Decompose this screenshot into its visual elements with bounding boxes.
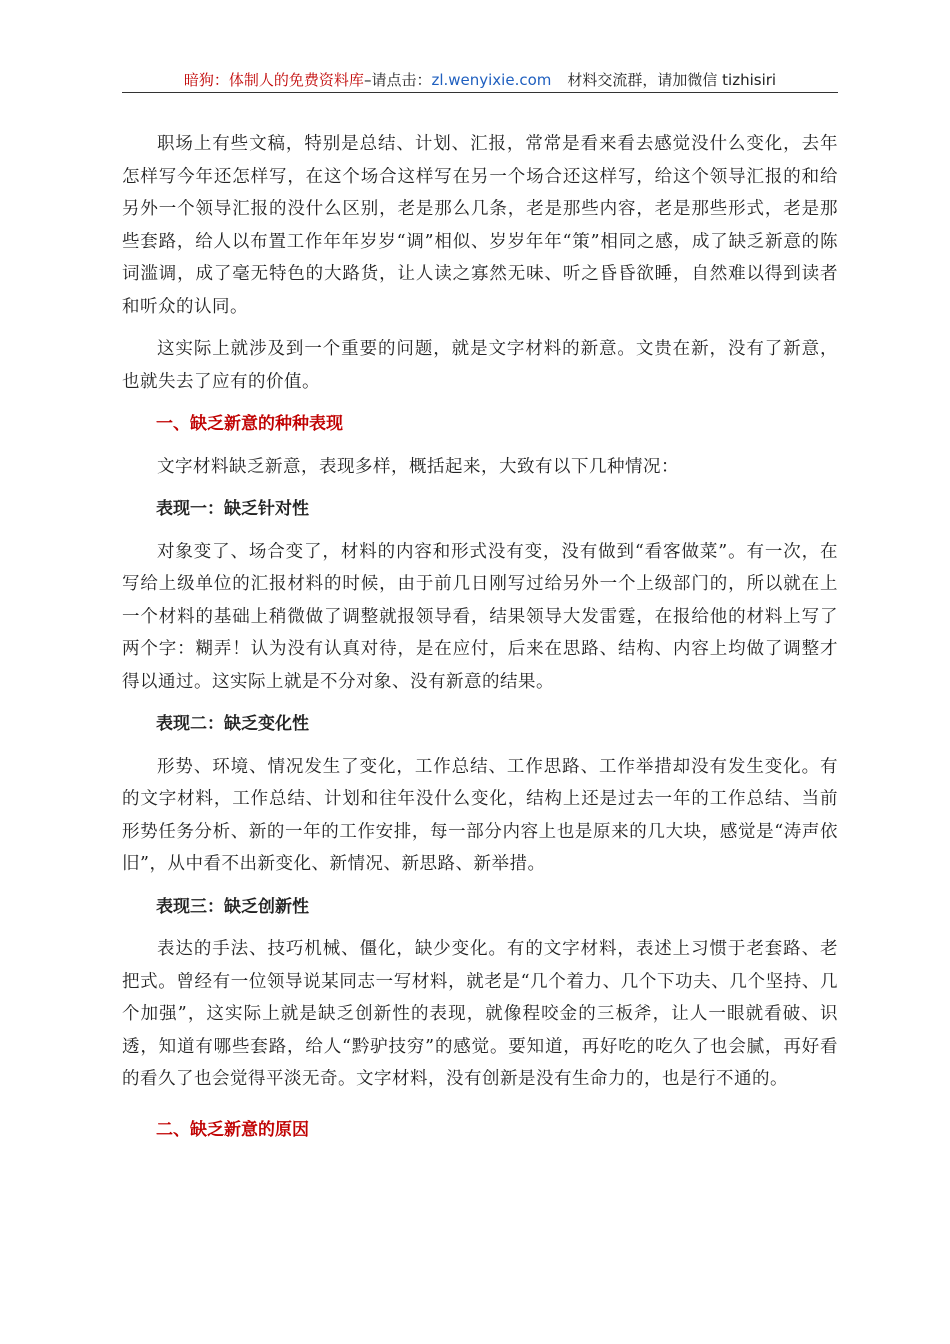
section-spacer [122,1106,838,1114]
subsection-2-text: 形势、环境、情况发生了变化，工作总结、工作思路、工作举措却没有发生变化。有的文字材料，工作总结、计划和往年没什么变化，结构上还是过去一年的工作总结、当前形势任务分析、新的一年的工作安排，每一部分内容上也是原来的几大块，感觉是“涛声依旧”，从中看不出新变化、新情况、新思路、新举措。 [122,756,838,874]
section-1-intro: 文字材料缺乏新意，表现多样，概括起来，大致有以下几种情况： [157,456,679,477]
section-1-heading: 一、缺乏新意的种种表现 [156,414,343,434]
header-click-prompt: –请点击： [363,71,432,89]
subsection-1-heading: 表现一：缺乏针对性 [156,499,309,519]
subsection-3-heading: 表现三：缺乏创新性 [156,896,309,917]
section-2-heading: 二、缺乏新意的原因 [156,1119,309,1140]
intro-paragraph-1: 职场上有些文稿，特别是总结、计划、汇报，常常是看来看去感觉没什么变化，去年怎样写今年还怎样写，在这个场合这样写在另一个场合还这样写，给这个领导汇报的和给另外一个领导汇报的没什么区别，老是那么几条，老是那些内容，老是那些形式，老是那些套路，给人以布置工作年年岁岁“调”相似、岁岁年年“策”相同之感，成了缺乏新意的陈词滥调，成了毫无特色的大路货，让人读之寡然无味、听之昏昏欲睡，自然难以得到读者和听众的认同。 [122,134,838,317]
document-body [122,128,838,1156]
header-wechat-text: 材料交流群，请加微信 tizhisiri [567,71,777,89]
page-header [122,70,838,93]
subsection-2-heading: 表现二：缺乏变化性 [156,714,309,734]
intro-paragraph-2: 这实际上就涉及到一个重要的问题，就是文字材料的新意。文贵在新，没有了新意，也就失去了应有的价值。 [122,339,838,392]
header-site-name: 暗狗：体制人的免费资料库 [183,71,364,89]
header-url-link[interactable]: zl.wenyixie.com [431,71,552,89]
subsection-3-text: 表达的手法、技巧机械、僵化，缺少变化。有的文字材料，表述上习惯于老套路、老把式。曾经有一位领导说某同志一写材料，就老是“几个着力、几个下功夫、几个坚持、几个加强”，这实际上就是缺乏创新性的表现，就像程咬金的三板斧，让人一眼就看破、识透，知道有哪些套路，给人“黔驴技穷”的感觉。要知道，再好吃的吃久了也会腻，再好看的看久了也会觉得平淡无奇。文字材料，没有创新是没有生命力的，也是行不通的。 [122,939,838,1089]
subsection-1-text: 对象变了、场合变了，材料的内容和形式没有变，没有做到“看客做菜”。有一次，在写给上级单位的汇报材料的时候，由于前几日刚写过给另外一个上级部门的，所以就在上一个材料的基础上稍微做了调整就报领导看，结果领导大发雷霆，在报给他的材料上写了两个字：糊弄！认为没有认真对待，是在应付，后来在思路、结构、内容上均做了调整才得以通过。这实际上就是不分对象、没有新意的结果。 [122,541,838,692]
